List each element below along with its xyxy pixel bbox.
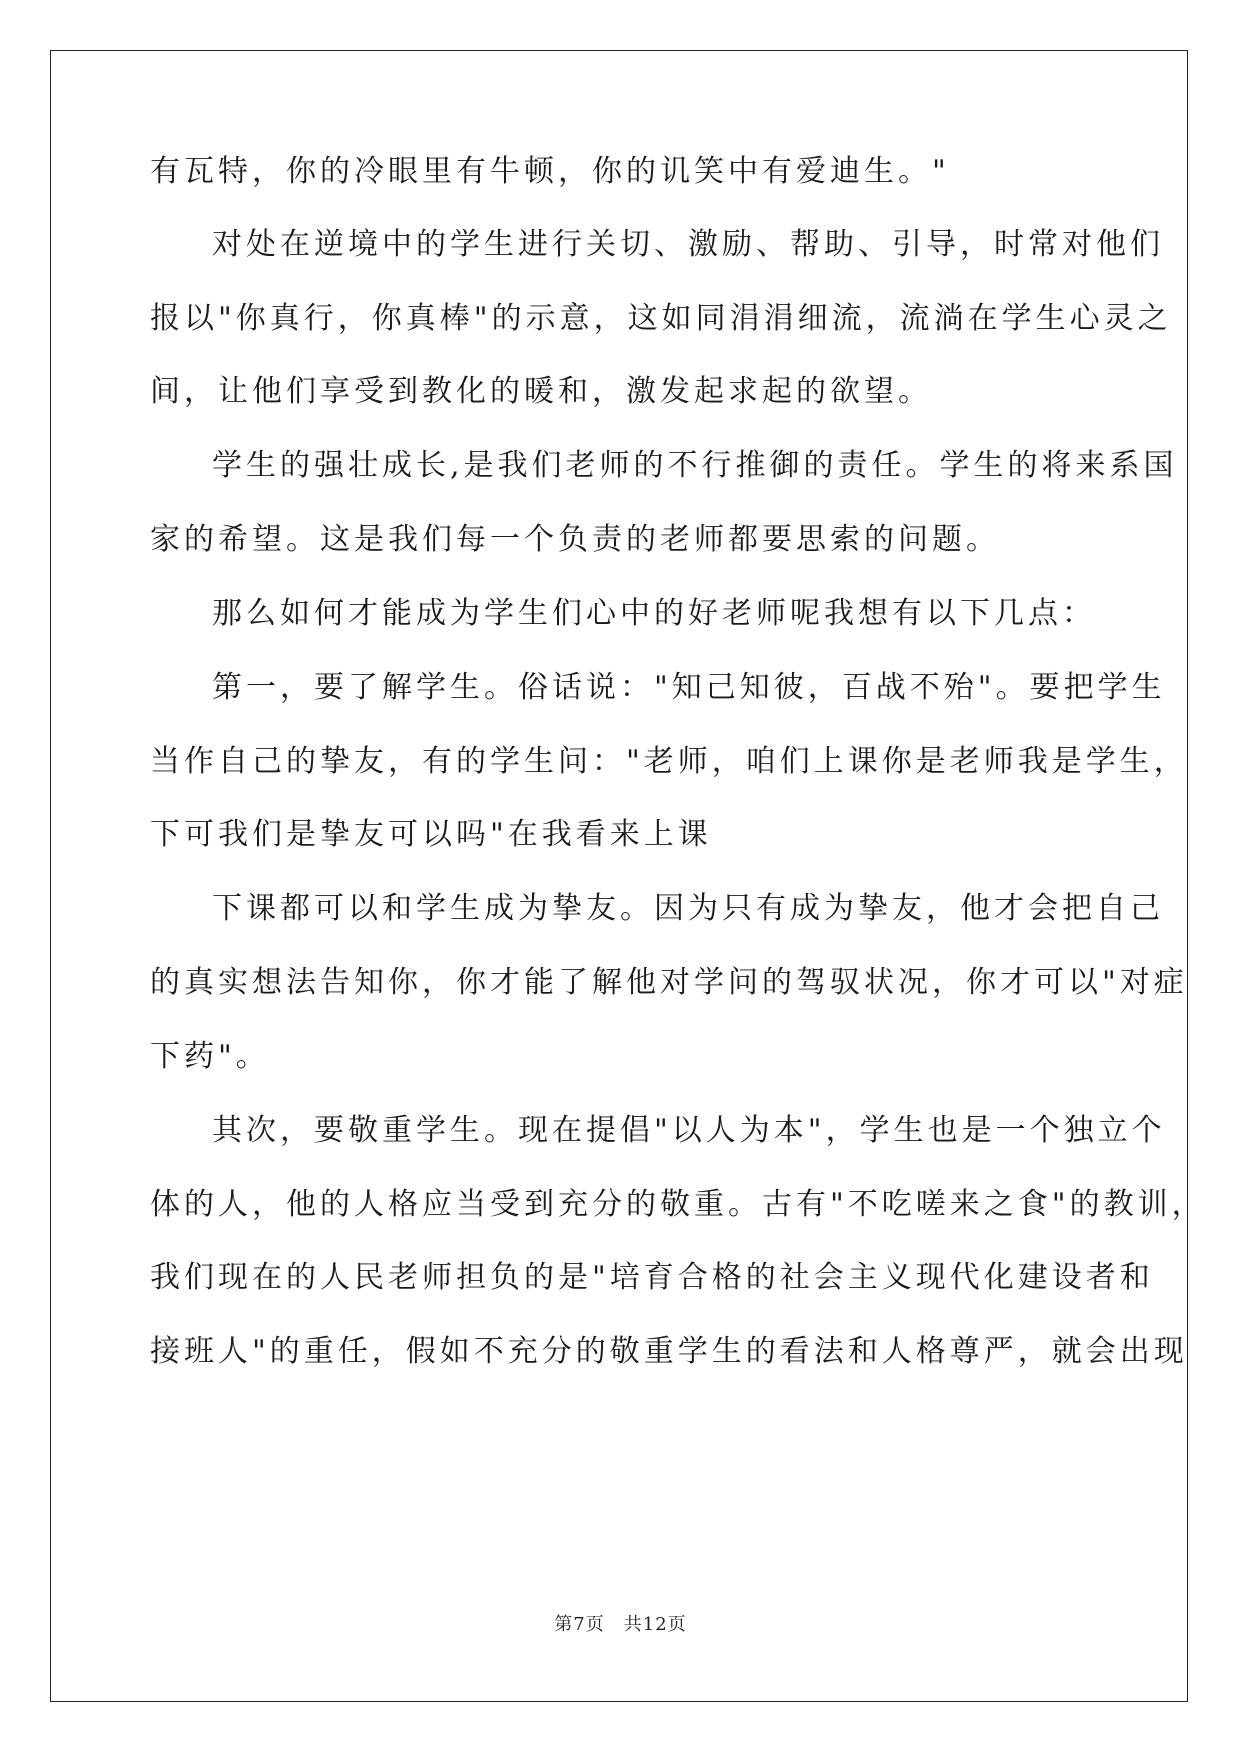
text-line: 下药"。 <box>150 1039 270 1074</box>
text-line: 间，让他们享受到教化的暖和，激发起求起的欲望。 <box>150 374 932 409</box>
text-line: 下课都可以和学生成为挚友。因为只有成为挚友，他才会把自己 <box>212 891 1164 926</box>
page-number-footer: 第7页 共12页 <box>554 1614 687 1635</box>
text-line: 那么如何才能成为学生们心中的好老师呢我想有以下几点： <box>212 596 1096 631</box>
text-line: 学生的强壮成长,是我们老师的不行推御的责任。学生的将来系国 <box>212 448 1178 483</box>
text-line: 第一，要了解学生。俗话说："知己知彼，百战不殆"。要把学生 <box>212 670 1166 705</box>
text-line: 我们现在的人民老师担负的是"培育合格的社会主义现代化建设者和 <box>150 1260 1154 1295</box>
text-line: 体的人，他的人格应当受到充分的敬重。古有"不吃嗟来之食"的教训， <box>150 1187 1206 1222</box>
text-line: 其次，要敬重学生。现在提倡"以人为本"，学生也是一个独立个 <box>212 1113 1166 1148</box>
text-line: 的真实想法告知你，你才能了解他对学问的驾驭状况，你才可以"对症 <box>150 965 1188 1000</box>
text-line: 家的希望。这是我们每一个负责的老师都要思索的问题。 <box>150 522 1000 557</box>
text-line: 有瓦特，你的冷眼里有牛顿，你的讥笑中有爱迪生。" <box>150 154 950 189</box>
text-line: 下可我们是挚友可以吗"在我看来上课 <box>150 817 712 852</box>
text-line: 当作自己的挚友，有的学生问："老师，咱们上课你是老师我是学生， <box>150 744 1188 779</box>
page-border <box>50 50 1206 1702</box>
text-line: 报以"你真行，你真棒"的示意，这如同涓涓细流，流淌在学生心灵之 <box>150 301 1172 336</box>
text-line: 接班人"的重任，假如不充分的敬重学生的看法和人格尊严，就会出现 <box>150 1334 1188 1369</box>
text-line: 对处在逆境中的学生进行关切、激励、帮助、引导，时常对他们 <box>212 227 1164 262</box>
